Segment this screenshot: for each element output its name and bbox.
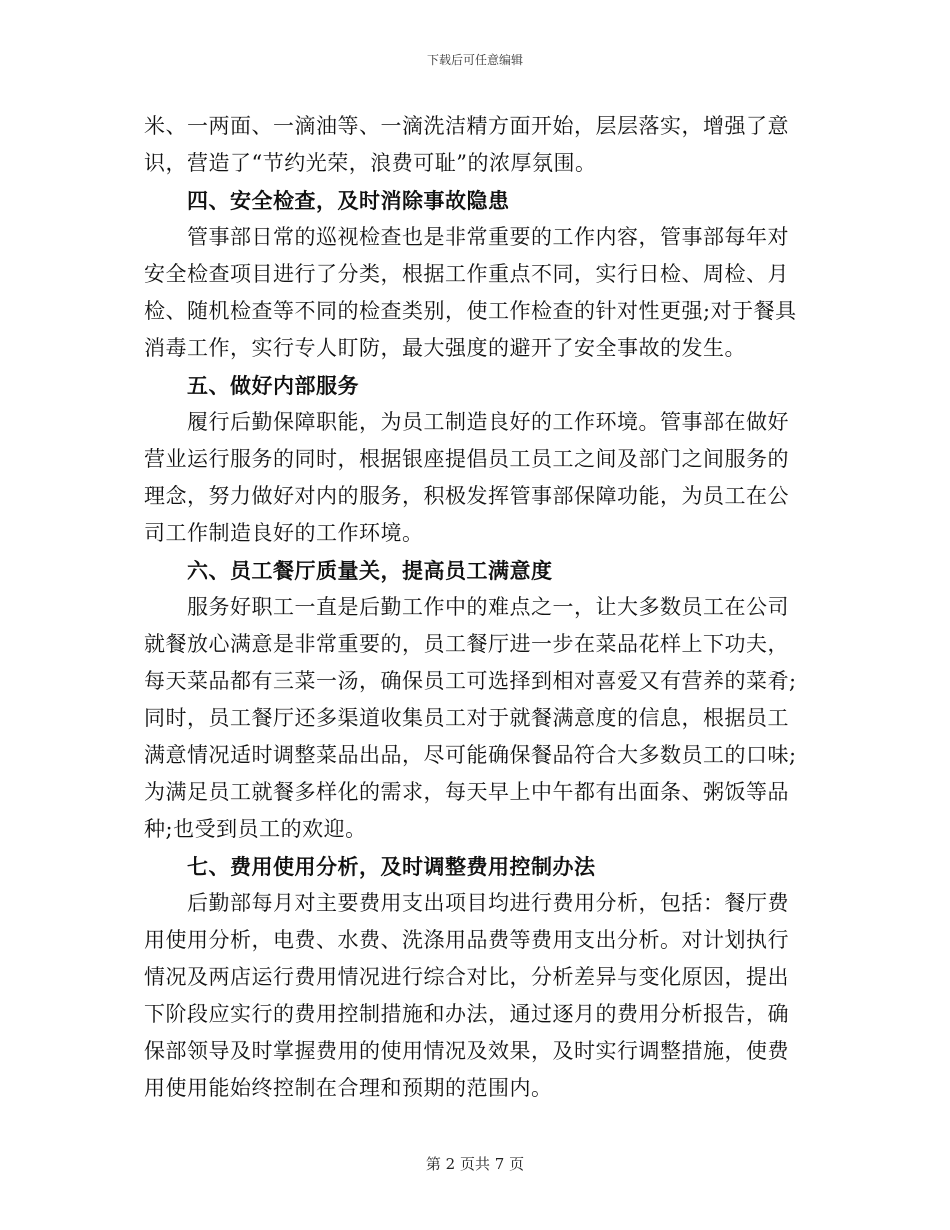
document-body	[144, 108, 804, 1107]
paragraph-line: 服务好职工一直是后勤工作中的难点之一，让大多数员工在公司	[187, 595, 789, 619]
paragraph-line: 情况及两店运行费用情况进行综合对比，分析差异与变化原因，提出	[144, 965, 789, 989]
page-header: 下载后可任意编辑	[426, 53, 523, 67]
paragraph-line: 用使用能始终控制在合理和预期的范围内。	[144, 1076, 553, 1100]
paragraph-line: 理念，努力做好对内的服务，积极发挥管事部保障功能，为员工在公	[144, 484, 789, 508]
paragraph-line: 种;也受到员工的欢迎。	[144, 817, 367, 841]
page-footer: 第 2 页共 7 页	[425, 1155, 525, 1173]
paragraph-line: 检、随机检查等不同的检查类别，使工作检查的针对性更强;对于餐具	[144, 299, 797, 323]
paragraph-line: 管事部日常的巡视检查也是非常重要的工作内容，管事部每年对	[187, 225, 789, 249]
paragraph-line: 用使用分析，电费、水费、洗涤用品费等费用支出分析。对计划执行	[144, 928, 789, 952]
paragraph-line: 就餐放心满意是非常重要的，员工餐厅进一步在菜品花样上下功夫，	[144, 632, 789, 656]
paragraph-line: 米、一两面、一滴油等、一滴洗洁精方面开始，层层落实，增强了意	[144, 114, 789, 138]
paragraph-line: 营业运行服务的同时，根据银座提倡员工员工之间及部门之间服务的	[144, 447, 789, 471]
paragraph-line: 司工作制造良好的工作环境。	[144, 521, 424, 545]
paragraph-line: 保部领导及时掌握费用的使用情况及效果，及时实行调整措施，使费	[144, 1039, 789, 1063]
paragraph-line: 同时，员工餐厅还多渠道收集员工对于就餐满意度的信息，根据员工	[144, 706, 789, 730]
section-heading: 五、做好内部服务	[187, 373, 359, 398]
paragraph-line: 满意情况适时调整菜品出品，尽可能确保餐品符合大多数员工的口味;	[144, 743, 797, 767]
paragraph-line: 消毒工作，实行专人盯防，最大强度的避开了安全事故的发生。	[144, 336, 746, 360]
paragraph-line: 安全检查项目进行了分类，根据工作重点不同，实行日检、周检、月	[144, 262, 789, 286]
paragraph-line: 为满足员工就餐多样化的需求，每天早上中午都有出面条、粥饭等品	[144, 780, 789, 804]
section-heading: 六、员工餐厅质量关，提高员工满意度	[187, 558, 553, 583]
paragraph-line: 下阶段应实行的费用控制措施和办法，通过逐月的费用分析报告，确	[144, 1002, 789, 1026]
section-heading: 四、安全检查，及时消除事故隐患	[187, 188, 510, 213]
paragraph-line: 后勤部每月对主要费用支出项目均进行费用分析，包括：餐厅费	[187, 891, 789, 915]
paragraph-line: 识，营造了“节约光荣，浪费可耻”的浓厚氛围。	[144, 151, 597, 175]
paragraph-line: 履行后勤保障职能，为员工制造良好的工作环境。管事部在做好	[187, 410, 789, 434]
section-heading: 七、费用使用分析，及时调整费用控制办法	[187, 854, 596, 879]
paragraph-line: 每天菜品都有三菜一汤，确保员工可选择到相对喜爱又有营养的菜肴;	[144, 669, 797, 693]
